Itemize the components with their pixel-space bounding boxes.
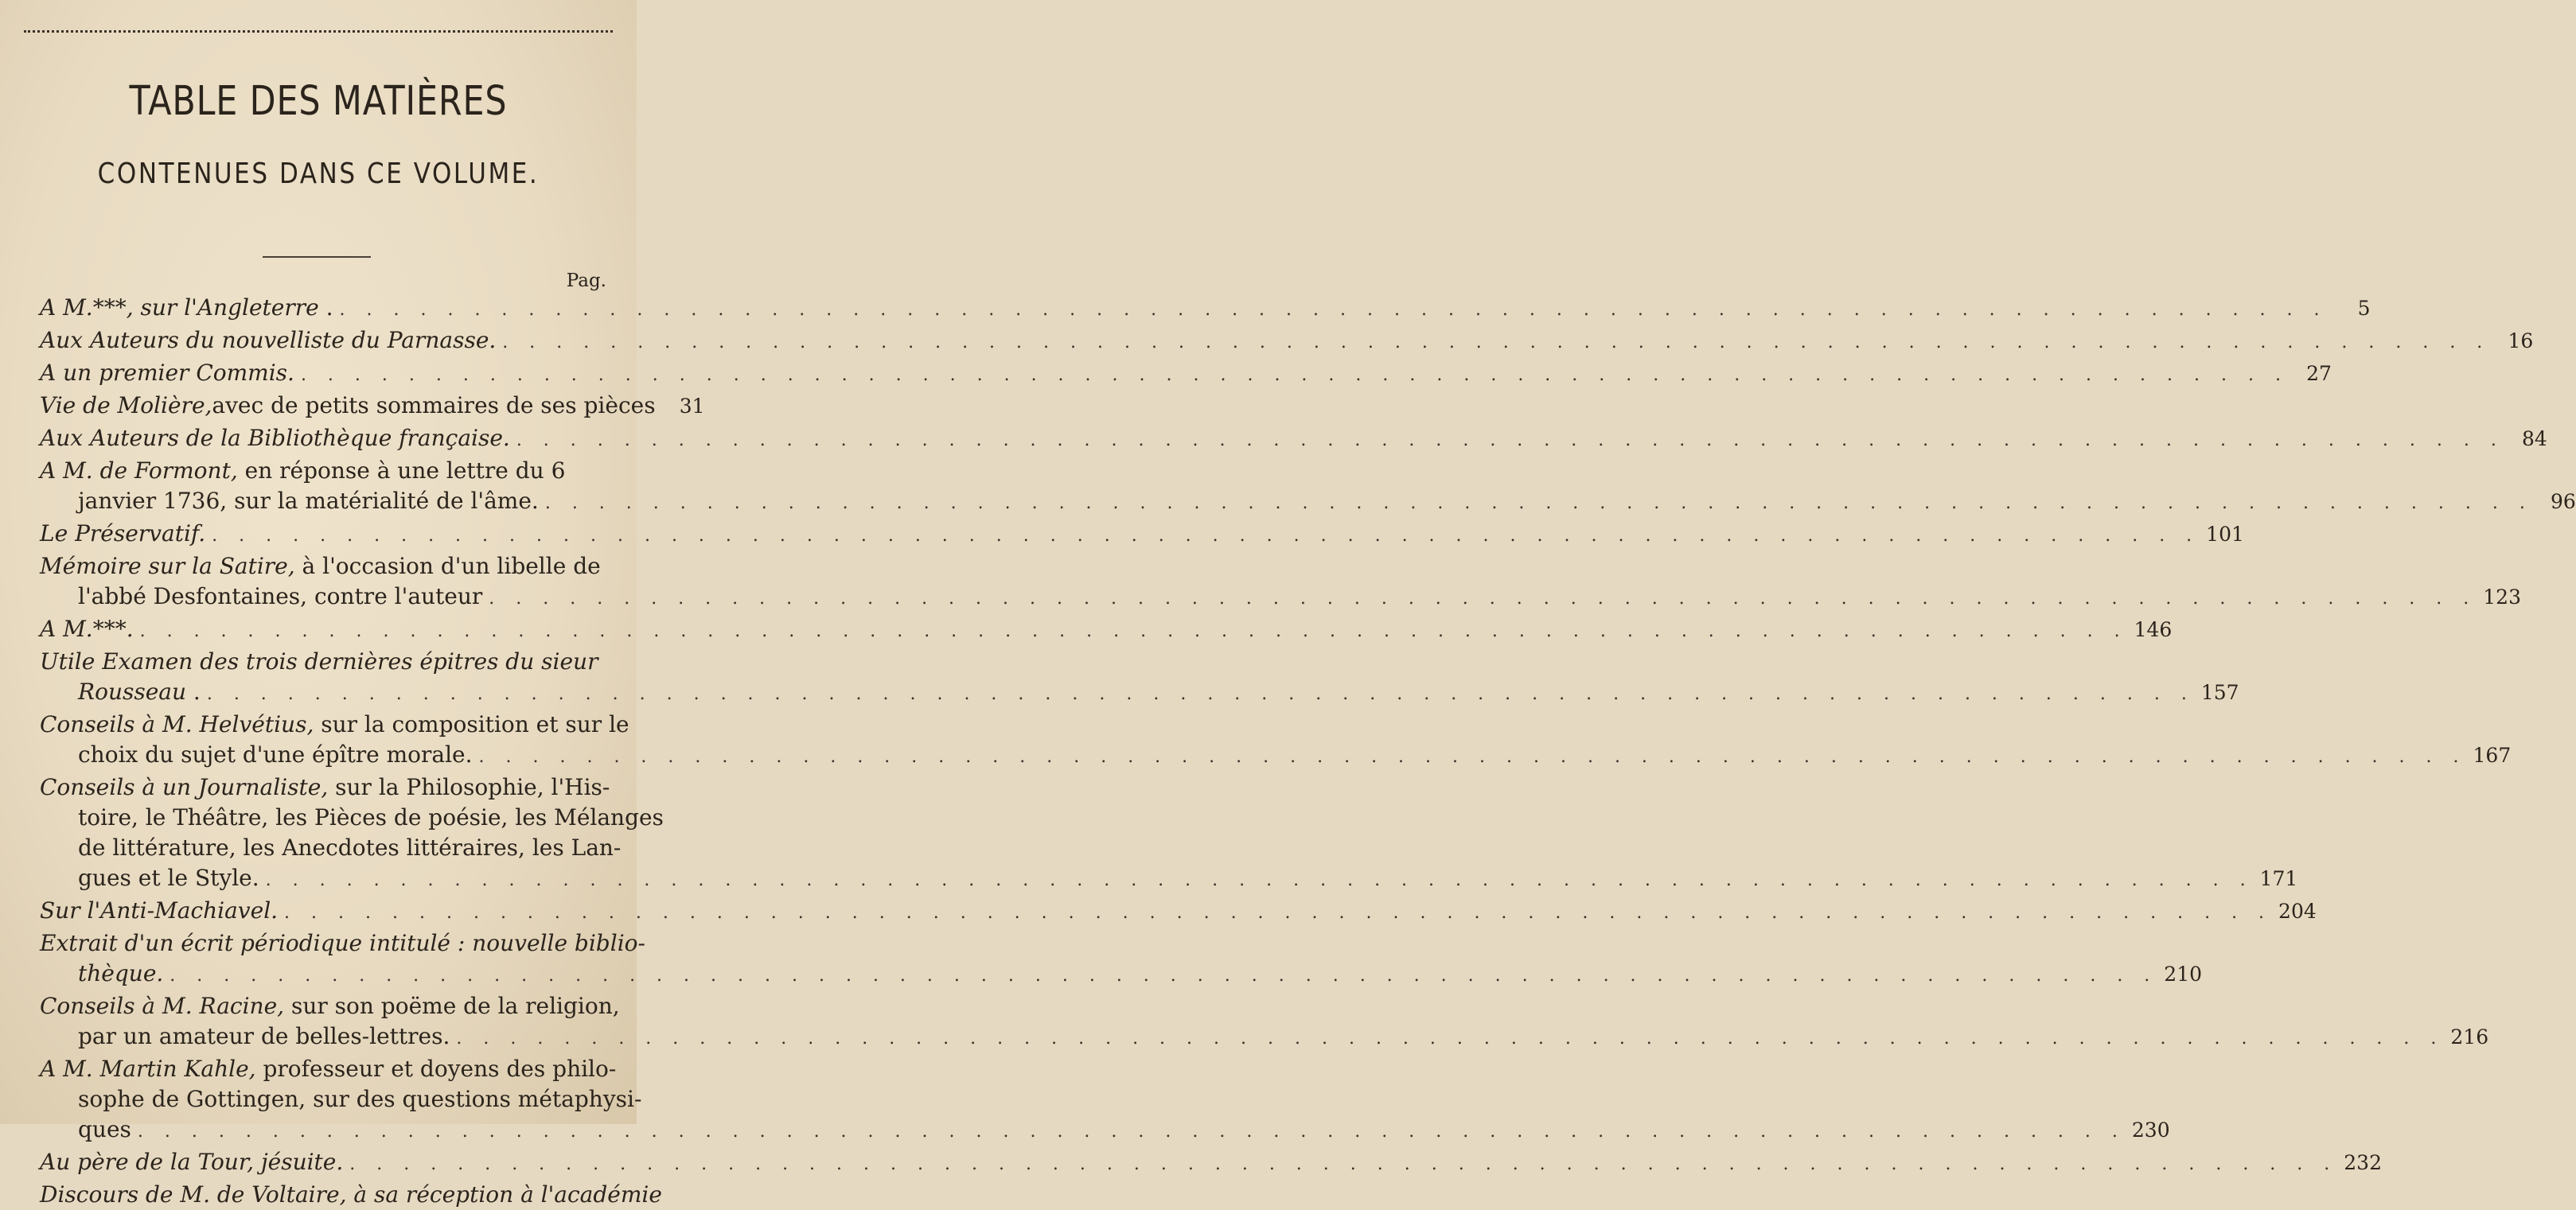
toc-page-number: 27 [2306, 362, 2332, 385]
toc-entry-roman-text: sophe de Gottingen, sur des questions métaphysi- [78, 1086, 642, 1112]
toc-entry-italic-text: Vie de Molière, [40, 392, 212, 418]
toc-entry-line [40, 710, 629, 740]
leader-dots [502, 328, 2490, 358]
toc-entry [40, 391, 705, 423]
toc-entry [40, 551, 2521, 614]
toc-entry-italic-text: Au père de la Tour, jésuite. [40, 1149, 344, 1175]
toc-entry-italic-text: A M. de Formont, [40, 457, 238, 484]
toc-entry-line [40, 928, 645, 959]
toc-entry [40, 423, 2547, 456]
toc-entry-roman-text: avec de petits sommaires de ses pièces [212, 392, 656, 418]
toc-entry-italic-text: Aux Auteurs du nouvelliste du Parnasse. [40, 327, 497, 353]
divider-rule [263, 256, 371, 258]
page-column-header: Pag. [566, 270, 606, 291]
leader-dots [301, 360, 2289, 391]
toc-page-number: 171 [2259, 867, 2298, 890]
toc-entry-roman-text: sur la Philosophie, l'His- [328, 774, 610, 800]
toc-entry [40, 614, 2173, 647]
leader-dots [456, 1024, 2444, 1054]
toc-entry-text [78, 486, 539, 516]
toc-entry-italic-text: Rousseau [78, 679, 187, 705]
toc-entry-roman-text: en réponse à une lettre du 6 [237, 457, 566, 484]
toc-entry-line [40, 677, 2239, 710]
toc-entry-text [78, 833, 621, 863]
toc-entry-italic-text: A M.***. [40, 616, 134, 642]
toc-entry-text [40, 991, 620, 1021]
toc-entry-text [40, 391, 656, 421]
toc-entry [40, 293, 2371, 325]
page-title: TABLE DES MATIÈRES [129, 78, 508, 125]
toc-entry-text [40, 928, 645, 959]
toc-entry-line [40, 803, 664, 833]
toc-entry-line [40, 582, 2521, 614]
toc-page-number: 204 [2278, 900, 2317, 923]
toc-entry-roman-text: ques [78, 1116, 131, 1142]
toc-entry-line [40, 391, 705, 423]
toc-entry-roman-text: professeur et doyens des philo- [255, 1056, 617, 1082]
toc-page-number: 230 [2131, 1119, 2170, 1142]
toc-entry-text [40, 1147, 343, 1177]
toc-entry-text [40, 551, 601, 582]
toc-page-number: 157 [2200, 681, 2239, 704]
toc-entry-line [40, 772, 608, 803]
toc-entry-line [40, 358, 2332, 391]
toc-entry-italic-text: A M.***, sur l'Angleterre [40, 294, 319, 321]
toc-entry-line [40, 423, 2547, 456]
toc-entry-line [40, 1021, 2489, 1054]
toc-entry-line [40, 647, 608, 677]
toc-entry-line [40, 456, 608, 486]
toc-entry-text [78, 582, 482, 612]
toc-entry-line [40, 896, 2317, 928]
toc-entry-italic-text: Extrait d'un écrit périodique intitulé : nouvelle biblio- [40, 930, 645, 956]
toc-entry-italic-text: Conseils à M. Racine, [40, 993, 285, 1019]
toc-page-number: 216 [2450, 1025, 2489, 1049]
toc-entry-roman-text: . [318, 294, 333, 321]
top-ornament-rule [24, 30, 613, 33]
toc-page-number: 210 [2164, 963, 2203, 986]
toc-entry-line [40, 1180, 662, 1210]
toc-entry [40, 772, 2298, 896]
toc-entry [40, 896, 2317, 928]
toc-entry-text [78, 1084, 641, 1115]
toc-entry [40, 1180, 662, 1210]
toc-entry-text [78, 863, 259, 893]
toc-entry-italic-text: Utile Examen des trois dernières épitres du sieur [40, 648, 598, 675]
toc-entry-roman-text: janvier 1736, sur la matérialité de l'âme. [78, 488, 539, 514]
toc-page-number: 146 [2134, 618, 2173, 641]
toc-page-number: 101 [2206, 523, 2244, 546]
toc-entry-italic-text: Le Préservatif. [40, 520, 206, 547]
toc-entry-roman-text: choix du sujet d'une épître morale. [78, 741, 473, 768]
toc-entry-roman-text: par un amateur de belles-lettres. [78, 1023, 450, 1049]
toc-page-number: 167 [2473, 744, 2512, 767]
toc-entry [40, 358, 2332, 391]
toc-page-number: 123 [2483, 586, 2521, 609]
leader-dots [212, 521, 2200, 551]
toc-page-number: 84 [2522, 427, 2547, 450]
toc-page-number: 5 [2357, 297, 2371, 320]
toc-entry-text [40, 614, 134, 644]
toc-page-number: 96 [2551, 490, 2576, 513]
toc-entry-line [40, 833, 622, 863]
toc-entry-line [40, 614, 2173, 647]
toc-entry-line [40, 519, 2244, 551]
toc-entry-italic-text: thèque. [78, 960, 164, 986]
toc-entry-text [40, 1180, 662, 1210]
toc-entry-text [40, 325, 496, 356]
toc-entry-roman-text: à l'occasion d'un libelle de [294, 553, 601, 579]
toc-entry-text [40, 293, 333, 323]
toc-entry [40, 1054, 2170, 1147]
toc-page-number: 232 [2344, 1151, 2382, 1174]
toc-entry-text [40, 358, 294, 388]
toc-entry-italic-text: Aux Auteurs de la Bibliothèque française. [40, 425, 510, 451]
toc-entry [40, 1147, 2382, 1180]
toc-entry-line [40, 486, 2576, 519]
toc-entry [40, 710, 2512, 772]
toc-entry [40, 519, 2244, 551]
page-subtitle: CONTENUES DANS CE VOLUME. [97, 158, 540, 190]
toc-entry [40, 991, 2489, 1054]
toc-entry-text [78, 677, 201, 707]
leader-dots [349, 1150, 2337, 1180]
toc-entry-line [40, 959, 2203, 991]
leader-dots [479, 742, 2467, 772]
toc-entry-text [78, 803, 664, 833]
toc-entry-text [40, 423, 510, 453]
toc-entry-roman-text: sur son poëme de la religion, [284, 993, 620, 1019]
toc-entry-line [40, 325, 2534, 358]
leader-dots [266, 866, 2254, 896]
leader-dots [207, 679, 2195, 710]
toc-entry-roman-text: sur la composition et sur le [314, 711, 629, 737]
toc-entry-line [40, 551, 608, 582]
toc-entry-text [40, 456, 565, 486]
toc-entry [40, 325, 2534, 358]
toc-entry-text [40, 896, 278, 926]
toc-entry-italic-text: Conseils à un Journaliste, [40, 774, 329, 800]
toc-entry-text [40, 1054, 616, 1084]
toc-entry-roman-text: . [186, 679, 201, 705]
toc-entry-text [40, 710, 629, 740]
toc-entry-text [40, 519, 205, 549]
toc-entry [40, 456, 2576, 519]
toc-entry-line [40, 740, 2512, 772]
leader-dots [140, 617, 2128, 647]
leader-dots [489, 584, 2477, 614]
toc-entry-text [78, 1115, 131, 1145]
leader-dots [138, 1117, 2126, 1147]
toc-entries [40, 293, 2576, 1210]
toc-entry-line [40, 293, 2371, 325]
toc-entry [40, 647, 2239, 710]
toc-entry-line [40, 1115, 2170, 1147]
toc-entry-italic-text: Sur l'Anti-Machiavel. [40, 897, 279, 924]
toc-entry-roman-text: de littérature, les Anecdotes littéraires, les Lan- [78, 835, 622, 861]
leader-dots [516, 426, 2504, 456]
toc-entry [40, 928, 2203, 991]
leader-dots [284, 898, 2272, 928]
toc-entry-line [40, 863, 2298, 896]
toc-entry-roman-text: l'abbé Desfontaines, contre l'auteur [78, 583, 483, 609]
leader-dots [340, 295, 2328, 325]
toc-entry-italic-text: A un premier Commis. [40, 360, 294, 386]
leader-dots [170, 961, 2157, 991]
toc-entry-italic-text: Mémoire sur la Satire, [40, 553, 295, 579]
toc-entry-line [40, 991, 620, 1021]
toc-entry-roman-text: gues et le Style. [78, 865, 259, 891]
toc-entry-roman-text: toire, le Théâtre, les Pièces de poésie, les Mélanges [78, 804, 664, 831]
leader-dots [545, 488, 2533, 519]
toc-entry-line [40, 1147, 2382, 1180]
toc-entry-text [78, 740, 473, 770]
toc-entry-italic-text: A M. Martin Kahle, [40, 1056, 256, 1082]
toc-entry-text [40, 772, 610, 803]
toc-entry-text [40, 647, 598, 677]
toc-entry-italic-text: Conseils à M. Helvétius, [40, 711, 314, 737]
toc-entry-text [78, 959, 163, 989]
toc-entry-text [78, 1021, 450, 1052]
toc-page-number: 31 [679, 395, 705, 418]
toc-entry-line [40, 1084, 642, 1115]
toc-entry-italic-text: Discours de M. de Voltaire, à sa réception à l'académie [40, 1181, 662, 1208]
toc-entry-line [40, 1054, 617, 1084]
toc-page-number: 16 [2508, 329, 2534, 352]
